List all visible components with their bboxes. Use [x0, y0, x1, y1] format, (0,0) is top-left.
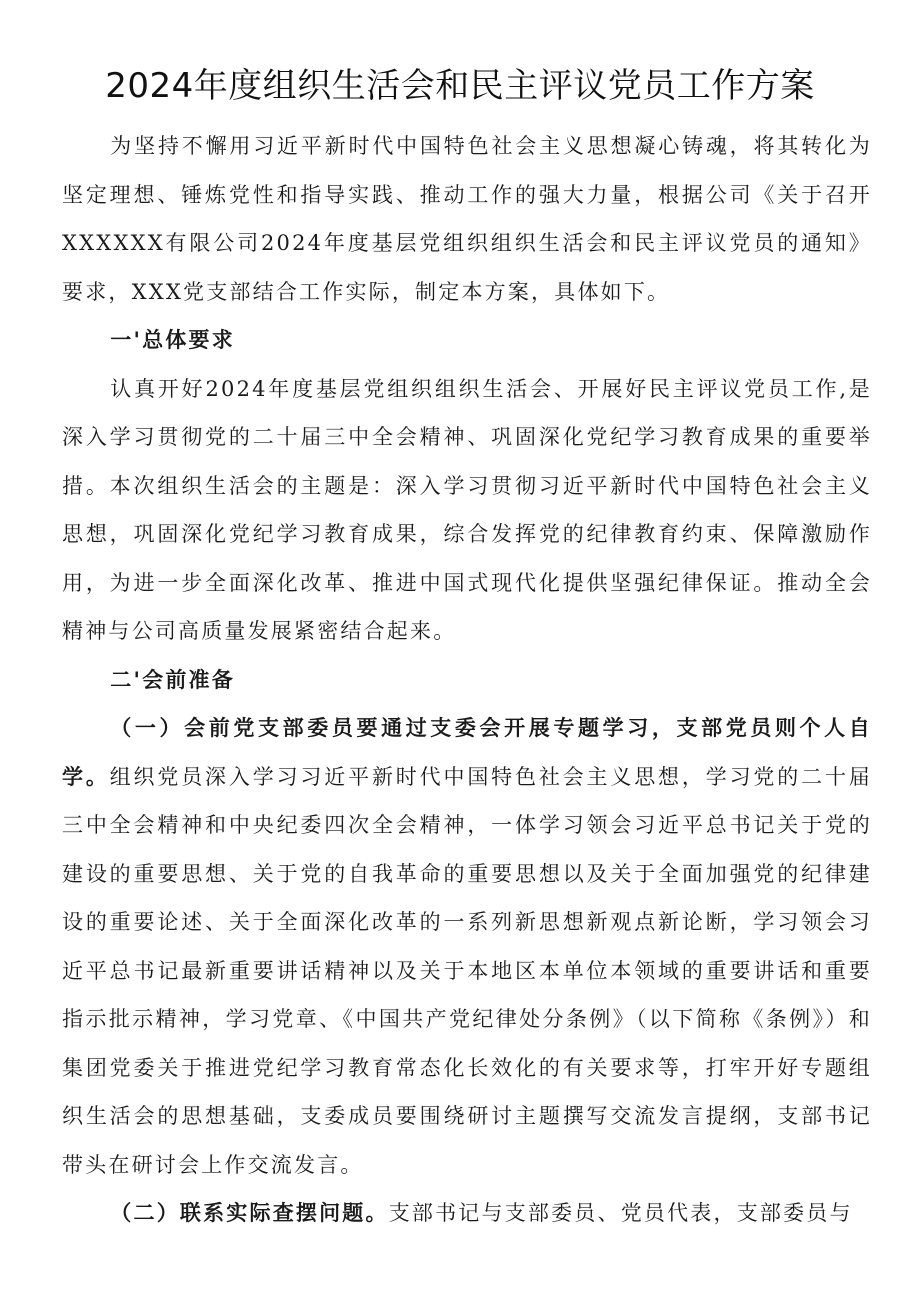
- section-2-item-1-lead: （一）会前党支部委员要通过支委会开展专题学习，支部党员则个人自学。: [62, 716, 872, 789]
- section-2-item-1-body: 组织党员深入学习习近平新时代中国特色社会主义思想，学习党的二十届三中全会精神和中央纪委四次全会精神，一体学习领会习近平总书记关于党的建设的重要思想、关于党的自我革命的重要思想以及关于全面加强党的纪律建设的重要论述、关于全面深化改革的一系列新思想新观点新论断，学习领会习近平总书记最新重要讲话精神以及关于本地区本单位本领域的重要讲话和重要指示批示精神，学习党章、《中国共产党纪律处分条例》（以下简称《条例》）和集团党委关于推进党纪学习教育常态化长效化的有关要求等，打牢开好专题组织生活会的思想基础，支委成员要围绕研讨主题撰写交流发言提纲，支部书记带头在研讨会上作交流发言。: [62, 764, 872, 1177]
- section-1-heading: 一'总体要求: [110, 328, 235, 352]
- document-body: [62, 122, 872, 1238]
- section-2-item-2-paragraph: [62, 1189, 872, 1238]
- intro-paragraph: 为坚持不懈用习近平新时代中国特色社会主义思想凝心铸魂，将其转化为坚定理想、锤炼党性和指导实践、推动工作的强大力量，根据公司《关于召开XXXXXX有限公司2024年度基层党组织组织生活会和民主评议党员的通知》要求，XXX党支部结合工作实际，制定本方案，具体如下。: [62, 134, 872, 304]
- section-2-item-2-lead: （二）联系实际查摆问题。: [110, 1201, 389, 1225]
- section-2-item-2-body: 支部书记与支部委员、党员代表，支部委员与: [388, 1201, 853, 1225]
- section-2-heading: 二'会前准备: [110, 667, 235, 692]
- section-1-paragraph: 认真开好2024年度基层党组织组织生活会、开展好民主评议党员工作,是深入学习贯彻党的二十届三中全会精神、巩固深化党纪学习教育成果的重要举措。本次组织生活会的主题是：深入学习贯彻习近平新时代中国特色社会主义思想，巩固深化党纪学习教育成果，综合发挥党的纪律教育约束、保障激励作用，为进一步全面深化改革、推进中国式现代化提供坚强纪律保证。推动全会精神与公司高质量发展紧密结合起来。: [62, 376, 872, 643]
- section-2-item-1-paragraph: [62, 704, 872, 1189]
- document-title: 2024年度组织生活会和民主评议党员工作方案: [105, 66, 815, 106]
